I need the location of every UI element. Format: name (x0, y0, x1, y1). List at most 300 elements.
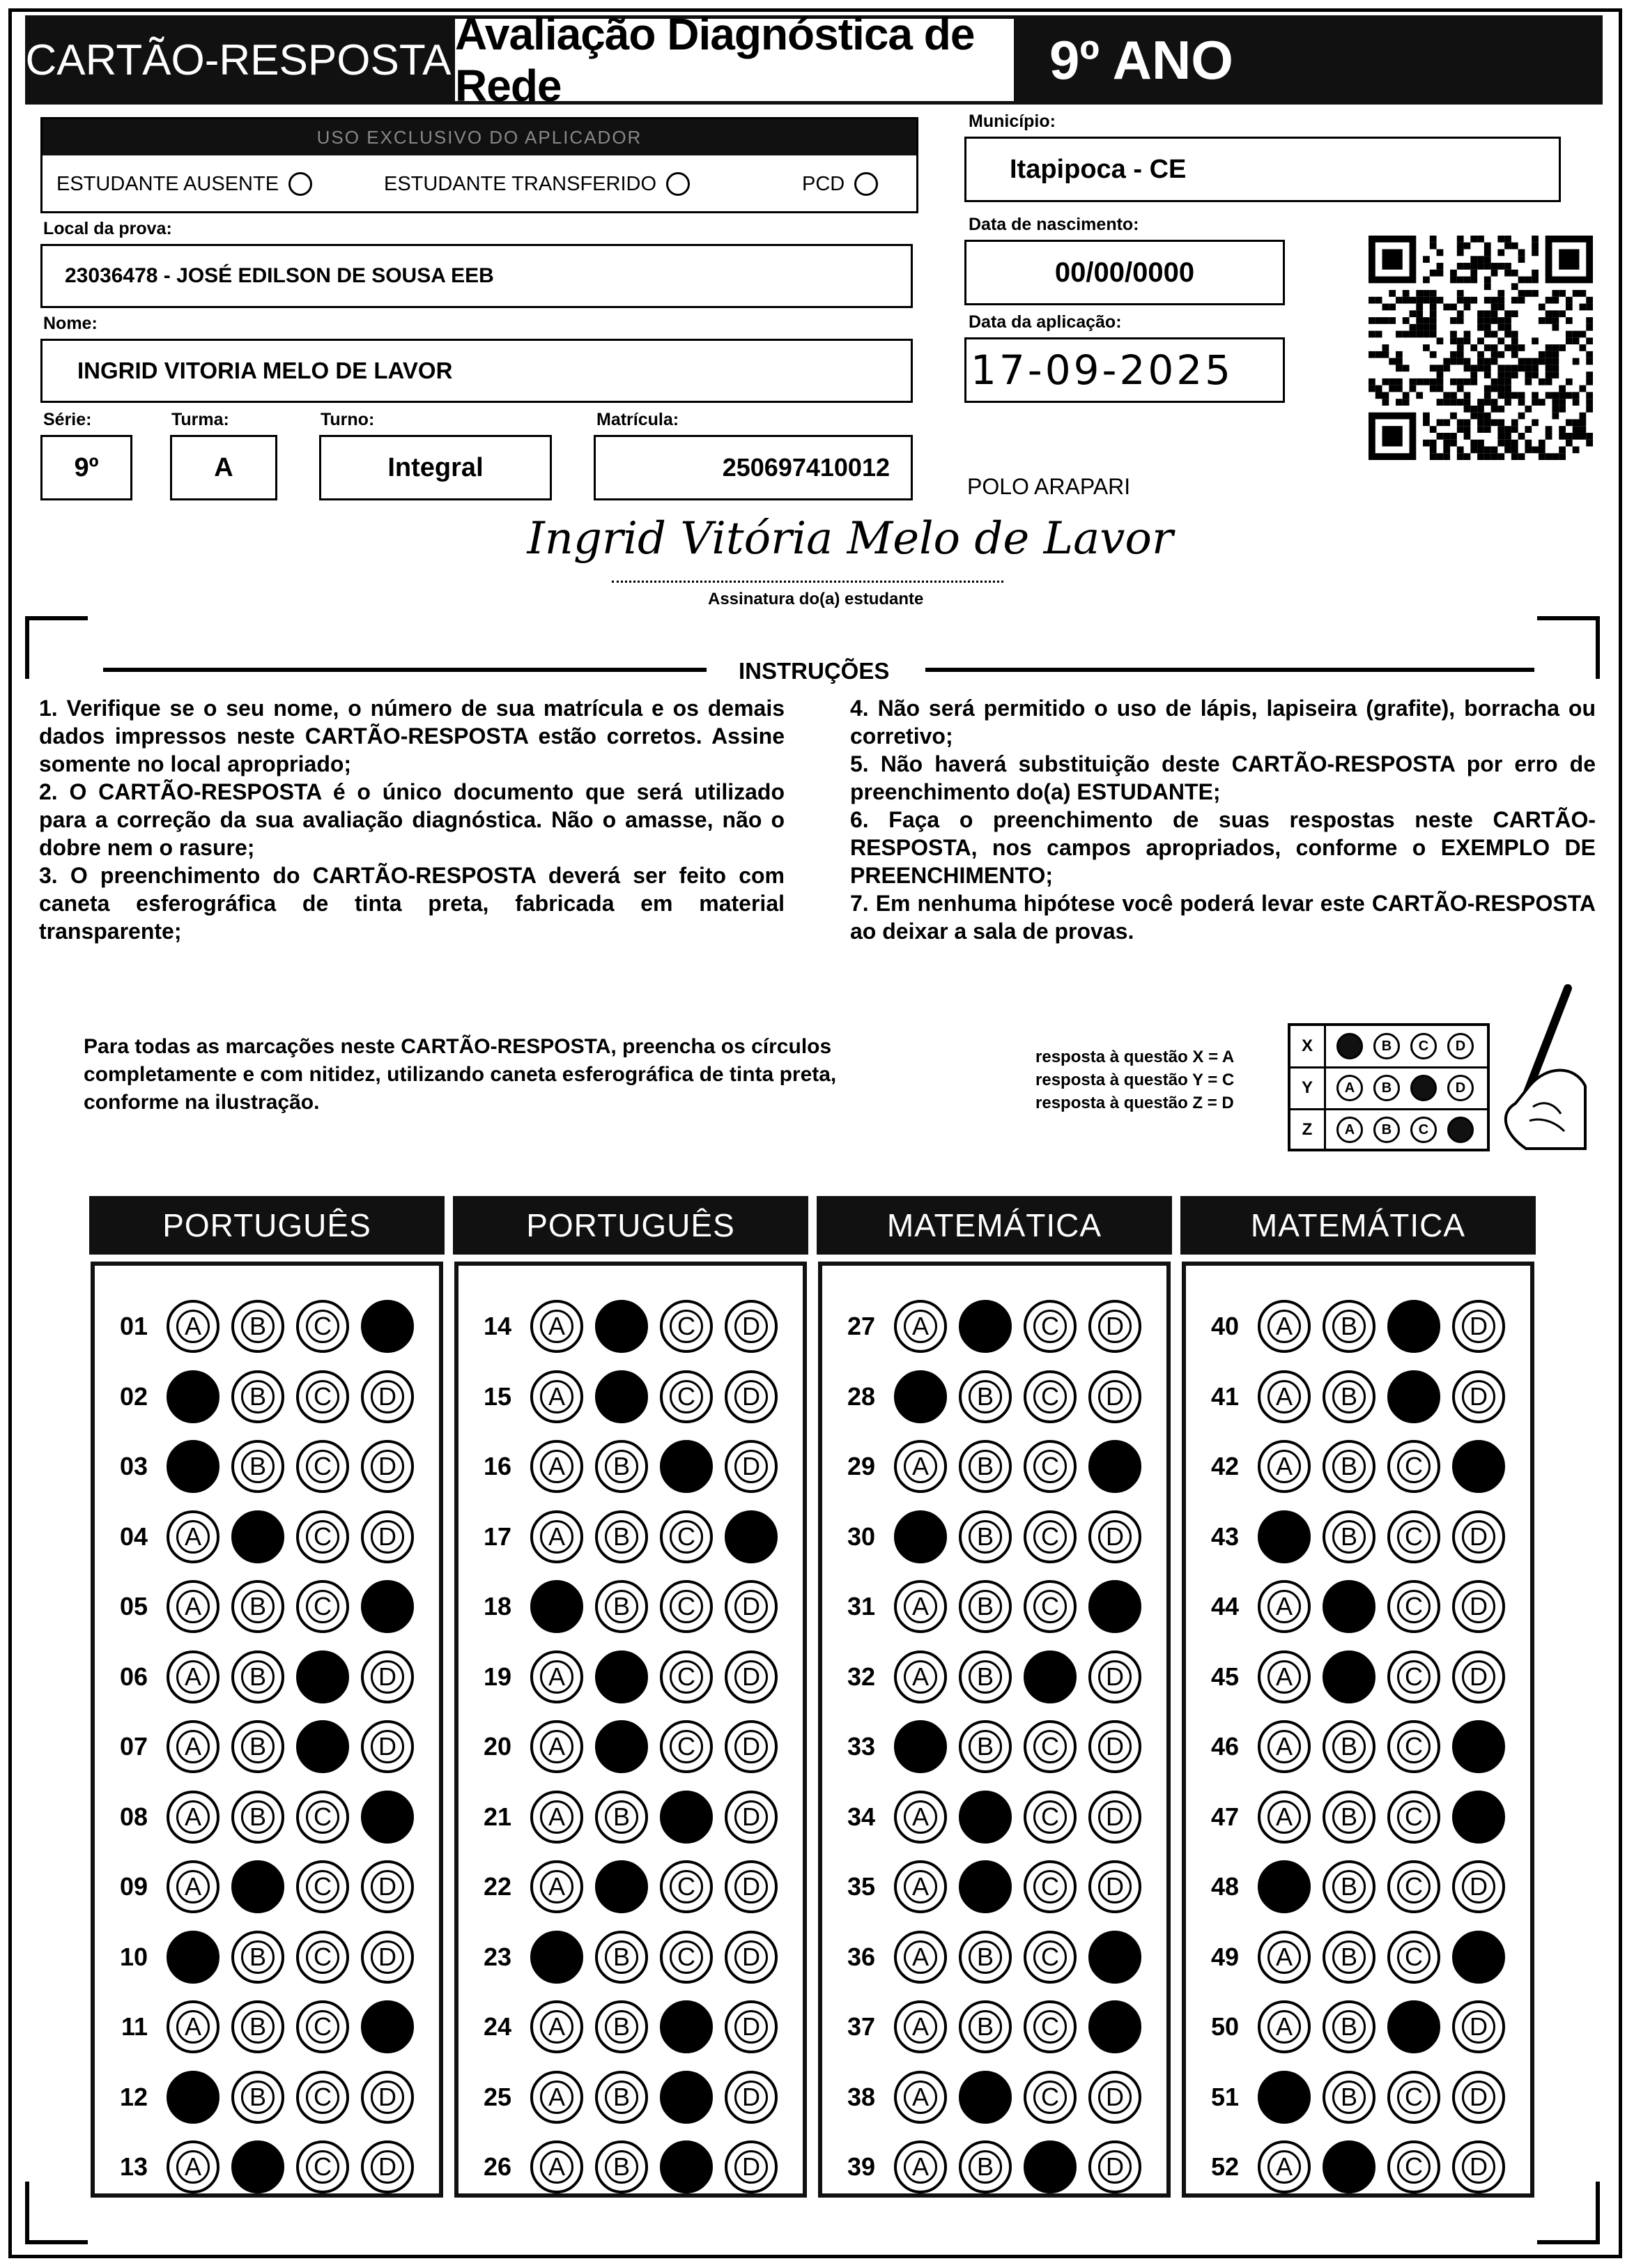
answer-bubble-b[interactable]: B (1323, 2071, 1375, 2124)
answer-bubble-d[interactable]: D (1452, 1580, 1505, 1633)
question-number: 25 (483, 2082, 511, 2111)
applicator-title: USO EXCLUSIVO DO APLICADOR (43, 119, 916, 155)
answer-bubble-d[interactable]: D (1452, 1860, 1505, 1913)
question-number: 20 (483, 1732, 511, 1761)
answer-bubble-a[interactable]: A (530, 1860, 583, 1913)
answer-bubble-a[interactable]: A (167, 1510, 219, 1563)
question-number: 04 (119, 1522, 148, 1551)
corner-mark-top-right (1537, 616, 1600, 679)
question-number: 21 (483, 1802, 511, 1831)
answer-bubble-a[interactable]: A (1258, 2000, 1311, 2053)
answer-bubble-b[interactable]: B (595, 2140, 648, 2193)
answer-bubble-a[interactable]: A (530, 1720, 583, 1773)
question-number: 18 (483, 1592, 511, 1620)
answer-bubble-c[interactable] (660, 2071, 713, 2124)
question-number: 01 (119, 1312, 148, 1340)
answer-bubble-a[interactable]: A (530, 1650, 583, 1703)
answer-bubble-a[interactable] (1258, 2071, 1311, 2124)
answer-bubble-c[interactable]: C (1387, 1860, 1440, 1913)
answer-bubble-d[interactable] (1452, 1931, 1505, 1984)
example-bubble-a: A (1336, 1075, 1363, 1101)
answer-bubble-d[interactable]: D (725, 1860, 778, 1913)
question-number: 17 (483, 1522, 511, 1551)
question-number: 23 (483, 1942, 511, 1971)
answer-bubble-d[interactable]: D (725, 1300, 778, 1353)
answer-bubble-d[interactable]: D (361, 1650, 414, 1703)
question-number: 22 (483, 1872, 511, 1901)
answer-bubble-d[interactable] (1088, 1931, 1141, 1984)
answer-bubble-c[interactable]: C (1387, 1440, 1440, 1493)
answer-bubble-c[interactable]: C (1387, 1650, 1440, 1703)
answer-bubble-c[interactable]: C (296, 2071, 349, 2124)
question-row (822, 1505, 1141, 1568)
answer-bubble-a[interactable]: A (167, 1720, 219, 1773)
answer-bubble-d[interactable]: D (1452, 2071, 1505, 2124)
answer-section (91, 1262, 443, 2198)
answer-bubble-a[interactable]: A (530, 1791, 583, 1844)
answer-bubble-b[interactable]: B (1323, 2000, 1375, 2053)
answer-bubble-d[interactable]: D (361, 1931, 414, 1984)
answer-bubble-a[interactable]: A (1258, 1440, 1311, 1493)
example-bubble-d: D (1447, 1033, 1474, 1059)
matricula-field: 250697410012 (594, 435, 913, 500)
answer-bubble-c[interactable]: C (1387, 1791, 1440, 1844)
applicator-box (40, 117, 918, 213)
answer-bubble-d[interactable]: D (725, 1440, 778, 1493)
answer-bubble-b[interactable] (231, 1860, 284, 1913)
answer-bubble-c[interactable]: C (296, 1300, 349, 1353)
answer-bubble-a[interactable]: A (894, 1791, 947, 1844)
answer-bubble-c[interactable]: C (1387, 1580, 1440, 1633)
answer-bubble-a[interactable]: A (894, 1931, 947, 1984)
instructions-left (39, 694, 785, 945)
example-key-line: resposta à questão Y = C (1035, 1071, 1235, 1089)
answer-bubble-c[interactable]: C (296, 1370, 349, 1423)
answer-bubble-d[interactable]: D (1088, 1791, 1141, 1844)
answer-bubble-b[interactable] (959, 1300, 1012, 1353)
answer-bubble-c[interactable] (1387, 2000, 1440, 2053)
answer-bubble-d[interactable] (1088, 1440, 1141, 1493)
example-key-line: resposta à questão X = A (1035, 1048, 1235, 1066)
example-bubble-c: C (1410, 1117, 1437, 1143)
answer-bubble-d[interactable]: D (1452, 1650, 1505, 1703)
instructions-rule-right (925, 668, 1534, 672)
answer-bubble-c[interactable]: C (660, 1931, 713, 1984)
answer-bubble-a[interactable]: A (530, 2000, 583, 2053)
answer-bubble-b[interactable]: B (959, 1510, 1012, 1563)
example-text: Para todas as marcações neste CARTÃO-RESPOSTA, preencha os círculos completamente e com nitidez, utilizando caneta esferográfica de tinta preta, conforme na ilustração. (84, 1035, 837, 1114)
answer-bubble-b[interactable]: B (959, 1931, 1012, 1984)
answer-bubble-d[interactable]: D (361, 2071, 414, 2124)
answer-bubble-a[interactable]: A (167, 1580, 219, 1633)
answer-bubble-d[interactable]: D (361, 1860, 414, 1913)
answer-bubble-a[interactable]: A (1258, 1580, 1311, 1633)
answer-bubble-d[interactable]: D (361, 1720, 414, 1773)
question-number: 26 (483, 2152, 511, 2181)
answer-bubble-d[interactable]: D (361, 1510, 414, 1563)
answer-bubble-b[interactable] (595, 1300, 648, 1353)
answer-bubble-a[interactable] (1258, 1860, 1311, 1913)
question-number: 49 (1210, 1942, 1239, 1971)
answer-bubble-d[interactable] (361, 1300, 414, 1353)
question-row (1186, 2066, 1505, 2129)
question-number: 48 (1210, 1872, 1239, 1901)
question-row (1186, 1855, 1505, 1918)
answer-bubble-a[interactable]: A (530, 1300, 583, 1353)
question-row (458, 1646, 778, 1708)
instructions-title: INSTRUÇÕES (739, 658, 890, 684)
question-row (822, 1926, 1141, 1989)
answer-bubble-d[interactable]: D (725, 1580, 778, 1633)
answer-bubble-c[interactable]: C (1387, 1510, 1440, 1563)
answer-bubble-a[interactable]: A (1258, 1931, 1311, 1984)
answer-bubble-b[interactable]: B (595, 1440, 648, 1493)
answer-bubble-a[interactable]: A (167, 1791, 219, 1844)
answer-bubble-b[interactable]: B (1323, 1860, 1375, 1913)
question-number: 51 (1210, 2082, 1239, 2111)
question-number: 38 (847, 2082, 875, 2111)
answer-bubble-c[interactable]: C (296, 1580, 349, 1633)
answer-bubble-b[interactable] (595, 1370, 648, 1423)
answer-bubble-b[interactable]: B (1323, 1510, 1375, 1563)
answer-bubble-b[interactable] (231, 1510, 284, 1563)
answer-section (818, 1262, 1171, 2198)
answer-bubble-b[interactable]: B (231, 1931, 284, 1984)
answer-bubble-d[interactable]: D (725, 1720, 778, 1773)
question-number: 28 (847, 1381, 875, 1411)
answer-bubble-d[interactable] (725, 1510, 778, 1563)
answer-bubble-d[interactable]: D (725, 1931, 778, 1984)
answer-bubble-c[interactable]: C (1024, 1580, 1077, 1633)
answer-bubble-a[interactable]: A (1258, 1720, 1311, 1773)
serie-label: Série: (43, 410, 92, 429)
question-number: 05 (119, 1592, 148, 1620)
question-number: 27 (847, 1312, 875, 1340)
answer-bubble-d[interactable]: D (1452, 1300, 1505, 1353)
question-row (822, 1646, 1141, 1708)
answer-bubble-a[interactable]: A (530, 1370, 583, 1423)
answer-bubble-a[interactable]: A (894, 1440, 947, 1493)
question-number: 16 (483, 1452, 511, 1480)
answer-bubble-c[interactable] (1387, 1370, 1440, 1423)
answer-bubble-b[interactable]: B (231, 1370, 284, 1423)
aplicacao-field: 17-09-2025 (964, 337, 1285, 403)
question-number: 43 (1210, 1522, 1239, 1551)
answer-bubble-b[interactable]: B (959, 1440, 1012, 1493)
answer-bubble-d[interactable] (361, 2000, 414, 2053)
answer-bubble-d[interactable]: D (1088, 2140, 1141, 2193)
answer-bubble-c[interactable]: C (1387, 1720, 1440, 1773)
answer-bubble-a[interactable]: A (167, 2140, 219, 2193)
answer-bubble-b[interactable]: B (959, 1650, 1012, 1703)
answer-bubble-b[interactable]: B (1323, 1440, 1375, 1493)
turma-field: A (170, 435, 277, 500)
answer-bubble-a[interactable] (167, 1440, 219, 1493)
transferred-checkbox[interactable] (666, 172, 690, 196)
answer-bubble-a[interactable] (530, 1580, 583, 1633)
answer-bubble-a[interactable]: A (894, 1650, 947, 1703)
answer-bubble-a[interactable]: A (1258, 1300, 1311, 1353)
question-row (458, 2136, 778, 2198)
answer-bubble-d[interactable]: D (361, 1370, 414, 1423)
question-row (1186, 1786, 1505, 1848)
answer-bubble-d[interactable]: D (1088, 1720, 1141, 1773)
aplicacao-label: Data da aplicação: (969, 312, 1122, 332)
answer-bubble-c[interactable]: C (1024, 1370, 1077, 1423)
example-bubble-b: B (1373, 1117, 1400, 1143)
answer-bubble-b[interactable]: B (595, 1931, 648, 1984)
pcd-checkbox[interactable] (854, 172, 878, 196)
answer-bubble-a[interactable]: A (530, 1510, 583, 1563)
answer-bubble-a[interactable]: A (894, 2140, 947, 2193)
answer-bubble-a[interactable]: A (530, 2140, 583, 2193)
answer-bubble-a[interactable]: A (894, 2000, 947, 2053)
answer-bubble-d[interactable]: D (725, 1791, 778, 1844)
question-row (1186, 1995, 1505, 2058)
municipio-field: Itapipoca - CE (964, 137, 1561, 202)
question-row (822, 1786, 1141, 1848)
answer-bubble-c[interactable] (660, 2000, 713, 2053)
answer-bubble-c[interactable]: C (660, 1650, 713, 1703)
answer-bubble-d[interactable] (1452, 1720, 1505, 1773)
question-row (95, 1295, 414, 1358)
answer-bubble-a[interactable]: A (1258, 1791, 1311, 1844)
answer-bubble-c[interactable]: C (1024, 1720, 1077, 1773)
answer-bubble-b[interactable] (959, 1860, 1012, 1913)
answer-bubble-b[interactable]: B (231, 2000, 284, 2053)
answer-bubble-d[interactable] (361, 1580, 414, 1633)
question-row (822, 1295, 1141, 1358)
question-number: 45 (1210, 1662, 1239, 1691)
answer-bubble-d[interactable]: D (1088, 1650, 1141, 1703)
answer-bubble-a[interactable]: A (894, 2071, 947, 2124)
section-header: PORTUGUÊS (453, 1196, 808, 1255)
answer-bubble-d[interactable]: D (361, 1440, 414, 1493)
answer-bubble-b[interactable]: B (231, 1791, 284, 1844)
answer-bubble-b[interactable]: B (959, 1580, 1012, 1633)
question-number: 10 (119, 1942, 148, 1971)
answer-bubble-d[interactable]: D (725, 1370, 778, 1423)
question-row (822, 2066, 1141, 2129)
answer-bubble-c[interactable]: C (1024, 1791, 1077, 1844)
transferred-label: ESTUDANTE TRANSFERIDO (384, 172, 657, 195)
answer-bubble-b[interactable]: B (1323, 1370, 1375, 1423)
answer-bubble-c[interactable] (660, 2140, 713, 2193)
answer-bubble-a[interactable]: A (530, 1440, 583, 1493)
answer-bubble-b[interactable]: B (231, 1440, 284, 1493)
answer-bubble-a[interactable] (167, 1931, 219, 1984)
question-row (458, 1926, 778, 1989)
answer-bubble-c[interactable]: C (296, 1510, 349, 1563)
answer-bubble-c[interactable] (660, 1440, 713, 1493)
answer-bubble-c[interactable]: C (296, 2140, 349, 2193)
question-row (1186, 1646, 1505, 1708)
question-row (822, 1435, 1141, 1498)
answer-bubble-b[interactable]: B (595, 1791, 648, 1844)
answer-bubble-b[interactable] (1323, 2140, 1375, 2193)
answer-bubble-d[interactable]: D (725, 2140, 778, 2193)
answer-bubble-c[interactable]: C (1024, 2071, 1077, 2124)
answer-bubble-b[interactable]: B (595, 1580, 648, 1633)
example-bubble-a (1336, 1033, 1363, 1059)
question-number: 29 (847, 1452, 875, 1480)
answer-bubble-a[interactable] (894, 1720, 947, 1773)
question-number: 40 (1210, 1312, 1239, 1340)
answer-bubble-d[interactable]: D (1088, 1300, 1141, 1353)
answer-bubble-b[interactable]: B (595, 2000, 648, 2053)
answer-bubble-b[interactable]: B (231, 1650, 284, 1703)
answer-bubble-a[interactable]: A (1258, 1650, 1311, 1703)
instruction-item: 7. Em nenhuma hipótese você poderá levar este CARTÃO-RESPOSTA ao deixar a sala de provas. (850, 891, 1596, 944)
corner-mark-bottom-left (25, 2182, 88, 2244)
answer-bubble-b[interactable]: B (595, 2071, 648, 2124)
answer-bubble-b[interactable] (1323, 1650, 1375, 1703)
answer-bubble-b[interactable]: B (959, 2000, 1012, 2053)
answer-bubble-c[interactable]: C (1024, 1510, 1077, 1563)
answer-bubble-c[interactable]: C (660, 1720, 713, 1773)
example-bubble-d: D (1447, 1075, 1474, 1101)
exam-title: Avaliação Diagnóstica de Rede (452, 15, 1017, 105)
answer-bubble-a[interactable]: A (167, 1650, 219, 1703)
answer-bubble-d[interactable]: D (1452, 1370, 1505, 1423)
answer-bubble-b[interactable]: B (959, 1370, 1012, 1423)
question-row (95, 1855, 414, 1918)
answer-bubble-b[interactable]: B (1323, 1931, 1375, 1984)
answer-bubble-d[interactable] (1088, 2000, 1141, 2053)
question-row (95, 1505, 414, 1568)
answer-bubble-b[interactable] (231, 2140, 284, 2193)
answer-bubble-c[interactable]: C (296, 2000, 349, 2053)
answer-bubble-a[interactable] (894, 1370, 947, 1423)
answer-bubble-c[interactable] (296, 1720, 349, 1773)
answer-bubble-c[interactable]: C (1024, 2000, 1077, 2053)
answer-bubble-a[interactable]: A (167, 2000, 219, 2053)
answer-bubble-b[interactable]: B (1323, 1300, 1375, 1353)
answer-bubble-a[interactable]: A (167, 1860, 219, 1913)
answer-bubble-b[interactable]: B (1323, 1720, 1375, 1773)
question-row (95, 1715, 414, 1778)
nome-field: INGRID VITORIA MELO DE LAVOR (40, 339, 913, 403)
answer-bubble-a[interactable]: A (167, 1300, 219, 1353)
answer-bubble-c[interactable]: C (296, 1931, 349, 1984)
answer-bubble-c[interactable]: C (1387, 2140, 1440, 2193)
answer-bubble-d[interactable]: D (725, 1650, 778, 1703)
question-row (822, 1995, 1141, 2058)
answer-bubble-b[interactable]: B (231, 1720, 284, 1773)
instruction-item: 4. Não será permitido o uso de lápis, lapiseira (grafite), borracha ou corretivo; (850, 696, 1596, 749)
answer-bubble-b[interactable]: B (595, 1510, 648, 1563)
answer-bubble-c[interactable]: C (660, 1510, 713, 1563)
answer-bubble-c[interactable]: C (296, 1440, 349, 1493)
answer-bubble-b[interactable] (595, 1650, 648, 1703)
answer-bubble-d[interactable]: D (1088, 1860, 1141, 1913)
answer-bubble-c[interactable] (660, 1791, 713, 1844)
question-row (822, 1715, 1141, 1778)
answer-bubble-b[interactable]: B (231, 2071, 284, 2124)
answer-bubble-d[interactable] (361, 1791, 414, 1844)
answer-bubble-d[interactable]: D (1088, 2071, 1141, 2124)
answer-bubble-b[interactable]: B (959, 1720, 1012, 1773)
question-row (822, 2136, 1141, 2198)
answer-bubble-c[interactable]: C (1024, 1860, 1077, 1913)
answer-bubble-a[interactable]: A (1258, 2140, 1311, 2193)
signature-label: Assinatura do(a) estudante (708, 590, 924, 608)
answer-bubble-d[interactable]: D (725, 2000, 778, 2053)
answer-bubble-b[interactable] (595, 1860, 648, 1913)
answer-bubble-d[interactable] (1088, 1580, 1141, 1633)
answer-bubble-b[interactable]: B (1323, 1791, 1375, 1844)
turno-label: Turno: (321, 410, 375, 429)
answer-bubble-c[interactable] (1387, 1300, 1440, 1353)
answer-bubble-b[interactable]: B (231, 1300, 284, 1353)
local-label: Local da prova: (43, 219, 172, 238)
answer-bubble-a[interactable] (894, 1510, 947, 1563)
answer-bubble-c[interactable]: C (660, 1300, 713, 1353)
answer-bubble-b[interactable] (959, 1791, 1012, 1844)
absent-option[interactable] (56, 172, 312, 196)
answer-bubble-d[interactable]: D (1088, 1370, 1141, 1423)
answer-bubble-c[interactable] (1024, 2140, 1077, 2193)
absent-checkbox[interactable] (288, 172, 312, 196)
answer-bubble-d[interactable] (1452, 1440, 1505, 1493)
answer-bubble-c[interactable]: C (1024, 1931, 1077, 1984)
answer-bubble-c[interactable]: C (1024, 1440, 1077, 1493)
answer-bubble-b[interactable] (959, 2071, 1012, 2124)
answer-bubble-c[interactable]: C (1024, 1300, 1077, 1353)
question-row (1186, 1435, 1505, 1498)
answer-bubble-a[interactable] (1258, 1510, 1311, 1563)
answer-bubble-c[interactable]: C (660, 1860, 713, 1913)
answer-bubble-a[interactable]: A (894, 1300, 947, 1353)
pcd-option[interactable] (802, 172, 878, 196)
answer-bubble-a[interactable] (167, 2071, 219, 2124)
answer-bubble-a[interactable]: A (1258, 1370, 1311, 1423)
question-number: 32 (847, 1662, 875, 1691)
question-row (458, 1295, 778, 1358)
answer-bubble-c[interactable]: C (660, 1370, 713, 1423)
answer-bubble-a[interactable] (167, 1370, 219, 1423)
answer-bubble-b[interactable]: B (231, 1580, 284, 1633)
answer-bubble-d[interactable]: D (725, 2071, 778, 2124)
question-row (1186, 1295, 1505, 1358)
transferred-option[interactable] (384, 172, 690, 196)
answer-bubble-d[interactable]: D (1088, 1510, 1141, 1563)
answer-bubble-c[interactable]: C (296, 1860, 349, 1913)
answer-bubble-c[interactable]: C (1387, 1931, 1440, 1984)
answer-bubble-d[interactable] (1452, 1791, 1505, 1844)
answer-bubble-d[interactable]: D (1452, 1510, 1505, 1563)
question-row (458, 1715, 778, 1778)
answer-bubble-c[interactable]: C (660, 1580, 713, 1633)
answer-bubble-c[interactable]: C (296, 1791, 349, 1844)
answer-bubble-c[interactable]: C (1387, 2071, 1440, 2124)
answer-bubble-c[interactable] (1024, 1650, 1077, 1703)
answer-bubble-c[interactable] (296, 1650, 349, 1703)
example-key (1035, 1045, 1234, 1114)
section-header: MATEMÁTICA (817, 1196, 1172, 1255)
answer-bubble-b[interactable] (1323, 1580, 1375, 1633)
answer-bubble-a[interactable]: A (530, 2071, 583, 2124)
answer-bubble-d[interactable]: D (361, 2140, 414, 2193)
answer-bubble-a[interactable]: A (894, 1860, 947, 1913)
answer-bubble-d[interactable]: D (1452, 2000, 1505, 2053)
instructions-right (850, 694, 1596, 945)
answer-bubble-a[interactable] (530, 1931, 583, 1984)
answer-bubble-b[interactable]: B (959, 2140, 1012, 2193)
answer-bubble-a[interactable]: A (894, 1580, 947, 1633)
answer-bubble-b[interactable] (595, 1720, 648, 1773)
answer-bubble-d[interactable]: D (1452, 2140, 1505, 2193)
